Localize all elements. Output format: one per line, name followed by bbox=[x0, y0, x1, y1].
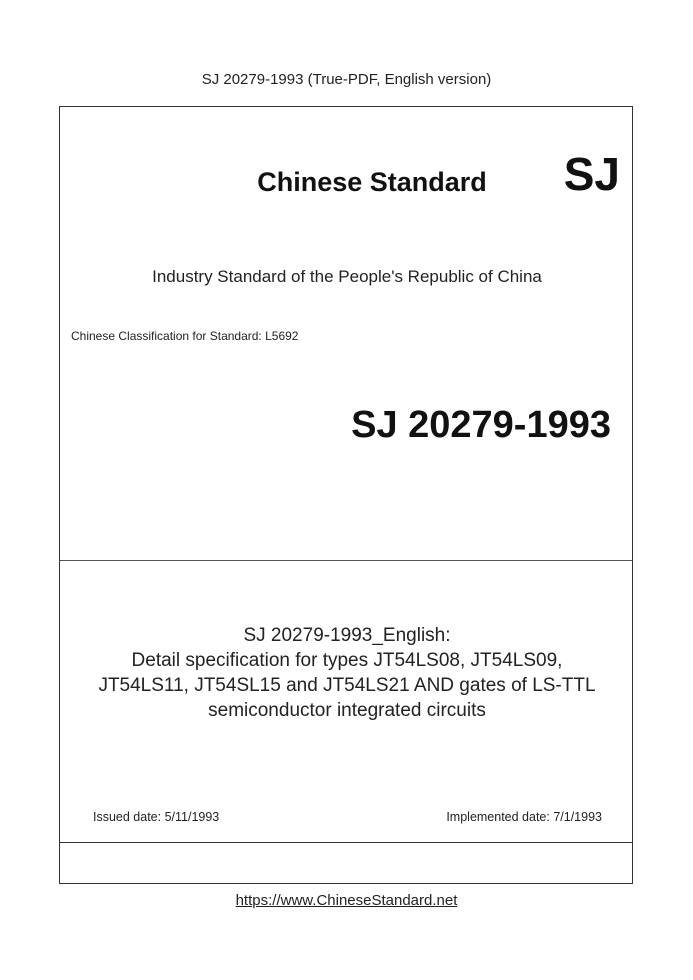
website-link[interactable]: https://www.ChineseStandard.net bbox=[235, 892, 458, 909]
document-title-line: JT54LS11, JT54SL15 and JT54LS21 AND gates of LS-TTL bbox=[98, 675, 596, 696]
classification-text: Chinese Classification for Standard: L5692 bbox=[71, 329, 299, 343]
section-divider bbox=[60, 560, 632, 561]
industry-line: Industry Standard of the People's Republic of China bbox=[152, 267, 542, 286]
document-title-line: SJ 20279-1993_English: bbox=[243, 625, 451, 646]
brand-title: Chinese Standard bbox=[257, 167, 487, 197]
standard-number: SJ 20279-1993 bbox=[351, 404, 611, 446]
document-title-line: semiconductor integrated circuits bbox=[208, 700, 486, 721]
document-title bbox=[60, 623, 634, 723]
implemented-date: Implemented date: 7/1/1993 bbox=[446, 810, 602, 824]
footer-divider bbox=[60, 842, 632, 843]
brand-code: SJ bbox=[563, 148, 620, 200]
document-title-line: Detail specification for types JT54LS08, JT54LS09, bbox=[131, 650, 563, 671]
issued-date: Issued date: 5/11/1993 bbox=[93, 810, 220, 824]
cover-frame bbox=[59, 106, 633, 884]
running-header: SJ 20279-1993 (True-PDF, English version) bbox=[201, 71, 492, 88]
